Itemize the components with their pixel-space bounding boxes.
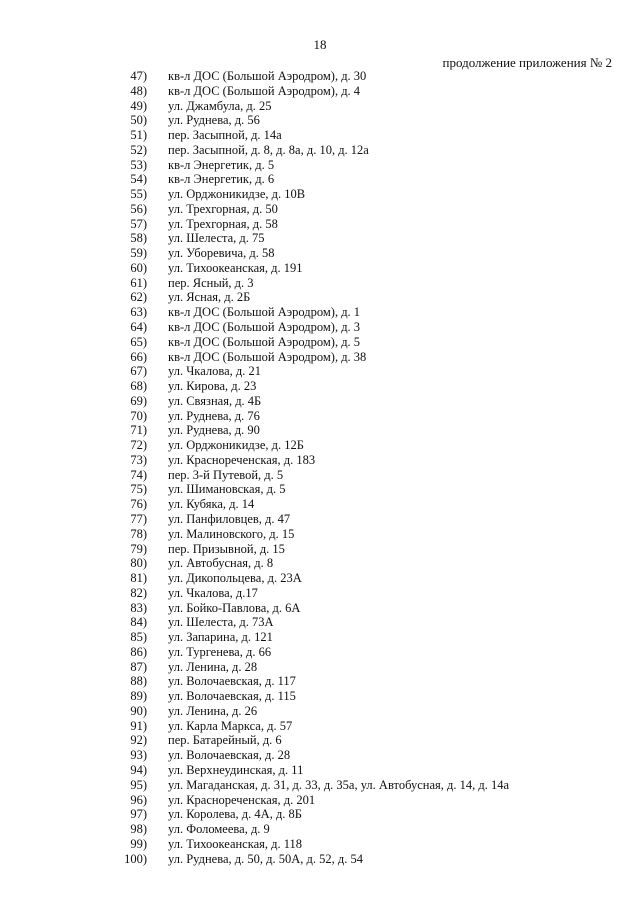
item-address: ул. Кирова, д. 23 [168,379,257,394]
item-address: ул. Малиновского, д. 15 [168,526,295,541]
item-address: ул. Тихоокеанская, д. 191 [168,260,303,275]
item-address: кв-л ДОС (Большой Аэродром), д. 4 [168,83,361,98]
item-address: ул. Дикопольцева, д. 23А [168,571,302,586]
list-item [0,394,640,409]
item-address: ул. Магаданская, д. 31, д. 33, д. 35а, ул. Автобусная, д. 14, д. 14а [168,777,510,792]
item-address: пер. Засыпной, д. 8, д. 8а, д. 10, д. 12а [168,142,369,157]
item-number: 56) [130,201,147,216]
item-number: 49) [130,98,147,113]
item-address: ул. Шелеста, д. 73А [168,615,274,630]
item-number: 72) [130,438,147,453]
item-number: 57) [130,216,147,231]
item-address: ул. Орджоникидзе, д. 12Б [168,438,304,453]
list-item [0,438,640,453]
list-item [0,601,640,616]
list-item [0,202,640,217]
list-item [0,674,640,689]
item-number: 98) [130,822,147,837]
list-item [0,305,640,320]
item-address: ул. Ленина, д. 26 [168,703,258,718]
list-item [0,571,640,586]
item-address: ул. Руднева, д. 50, д. 50А, д. 52, д. 54 [168,851,363,866]
item-address: ул. Чкалова, д.17 [168,585,258,600]
list-item [0,660,640,675]
list-item [0,99,640,114]
item-address: ул. Королева, д. 4А, д. 8Б [168,807,302,822]
list-item [0,778,640,793]
item-number: 54) [130,172,147,187]
item-number: 76) [130,497,147,512]
item-number: 92) [130,733,147,748]
item-address: ул. Волочаевская, д. 117 [168,674,296,689]
item-number: 77) [130,511,147,526]
item-address: кв-л ДОС (Большой Аэродром), д. 1 [168,305,361,320]
item-number: 88) [130,674,147,689]
item-number: 70) [130,408,147,423]
item-number: 55) [130,187,147,202]
item-number: 91) [130,718,147,733]
list-item [0,423,640,438]
list-item [0,290,640,305]
item-address: ул. Руднева, д. 56 [168,113,260,128]
item-address: кв-л ДОС (Большой Аэродром), д. 30 [168,69,367,83]
list-item [0,468,640,483]
item-address: ул. Трехгорная, д. 50 [168,201,278,216]
item-address: ул. Краснореченская, д. 183 [168,452,316,467]
list-item [0,748,640,763]
list-item [0,586,640,601]
item-address: ул. Карла Маркса, д. 57 [168,718,293,733]
item-number: 63) [130,305,147,320]
list-item [0,350,640,365]
item-address: кв-л ДОС (Большой Аэродром), д. 38 [168,349,367,364]
list-item [0,364,640,379]
item-address: ул. Руднева, д. 90 [168,423,260,438]
list-item [0,482,640,497]
item-address: ул. Автобусная, д. 8 [168,556,274,571]
item-address: ул. Волочаевская, д. 115 [168,689,296,704]
item-number: 61) [130,275,147,290]
item-number: 65) [130,334,147,349]
list-item [0,276,640,291]
item-address: ул. Шелеста, д. 75 [168,231,265,246]
item-number: 81) [130,571,147,586]
item-number: 48) [130,83,147,98]
list-item [0,630,640,645]
item-address: ул. Связная, д. 4Б [168,393,262,408]
item-number: 90) [130,703,147,718]
item-address: ул. Орджоникидзе, д. 10В [168,187,306,202]
item-number: 79) [130,541,147,556]
item-address: ул. Тихоокеанская, д. 118 [168,836,303,851]
item-address: ул. Краснореченская, д. 201 [168,792,316,807]
list-item [0,512,640,527]
list-item [0,187,640,202]
list-item [0,84,640,99]
item-address: ул. Руднева, д. 76 [168,408,260,423]
list-item [0,246,640,261]
list-item [0,542,640,557]
list-item [0,113,640,128]
item-address: пер. Батарейный, д. 6 [168,733,282,748]
list-item [0,719,640,734]
item-number: 67) [130,364,147,379]
list-item [0,261,640,276]
list-item [0,69,640,84]
list-item [0,733,640,748]
item-address: ул. Ясная, д. 2Б [168,290,251,305]
list-item [0,453,640,468]
item-number: 52) [130,142,147,157]
list-item [0,409,640,424]
item-number: 83) [130,600,147,615]
item-address: ул. Фоломеева, д. 9 [168,822,270,837]
list-item [0,158,640,173]
item-number: 64) [130,320,147,335]
list-item [0,527,640,542]
list-item [0,645,640,660]
item-number: 51) [130,128,147,143]
item-number: 73) [130,452,147,467]
item-number: 80) [130,556,147,571]
item-number: 58) [130,231,147,246]
address-list [0,69,640,866]
item-number: 69) [130,393,147,408]
item-address: ул. Тургенева, д. 66 [168,644,272,659]
item-number: 74) [130,467,147,482]
list-item [0,704,640,719]
list-item [0,689,640,704]
item-number: 95) [130,777,147,792]
list-item [0,379,640,394]
list-item [0,556,640,571]
item-address: ул. Волочаевская, д. 28 [168,748,291,763]
item-number: 97) [130,807,147,822]
list-item [0,497,640,512]
item-number: 85) [130,630,147,645]
item-address: кв-л Энергетик, д. 5 [168,157,275,172]
item-address: ул. Уборевича, д. 58 [168,246,275,261]
item-number: 78) [130,526,147,541]
item-address: пер. Засыпной, д. 14а [168,128,282,143]
list-item [0,793,640,808]
item-address: ул. Трехгорная, д. 58 [168,216,278,231]
item-number: 86) [130,644,147,659]
list-item [0,852,640,867]
item-number: 66) [130,349,147,364]
item-number: 47) [130,69,147,83]
item-address: пер. 3-й Путевой, д. 5 [168,467,284,482]
item-address: ул. Панфиловцев, д. 47 [168,511,291,526]
list-item [0,172,640,187]
item-address: ул. Шимановская, д. 5 [168,482,286,497]
item-number: 53) [130,157,147,172]
item-address: ул. Ленина, д. 28 [168,659,258,674]
item-number: 50) [130,113,147,128]
item-address: пер. Призывной, д. 15 [168,541,285,556]
item-number: 94) [130,762,147,777]
list-item [0,615,640,630]
item-number: 82) [130,585,147,600]
item-address: ул. Чкалова, д. 21 [168,364,261,379]
list-item [0,822,640,837]
list-item [0,335,640,350]
item-number: 87) [130,659,147,674]
item-address: ул. Джамбула, д. 25 [168,98,272,113]
appendix-subtitle: продолжение приложения № 2 [442,55,612,70]
item-address: ул. Кубяка, д. 14 [168,497,255,512]
page-number: 18 [313,37,327,52]
item-number: 71) [130,423,147,438]
list-item [0,837,640,852]
item-address: кв-л Энергетик, д. 6 [168,172,275,187]
item-address: кв-л ДОС (Большой Аэродром), д. 3 [168,320,361,335]
list-item [0,807,640,822]
item-number: 100) [124,851,147,866]
list-item [0,128,640,143]
item-number: 93) [130,748,147,763]
item-address: ул. Верхнеудинская, д. 11 [168,762,304,777]
item-number: 68) [130,379,147,394]
item-address: ул. Бойко-Павлова, д. 6А [168,600,301,615]
list-item [0,763,640,778]
list-item [0,320,640,335]
item-address: кв-л ДОС (Большой Аэродром), д. 5 [168,334,361,349]
item-address: ул. Запарина, д. 121 [168,630,273,645]
item-number: 84) [130,615,147,630]
item-number: 75) [130,482,147,497]
item-number: 62) [130,290,147,305]
list-item [0,143,640,158]
item-address: пер. Ясный, д. 3 [168,275,254,290]
list-item [0,231,640,246]
item-number: 96) [130,792,147,807]
item-number: 59) [130,246,147,261]
item-number: 60) [130,260,147,275]
item-number: 99) [130,836,147,851]
list-item [0,217,640,232]
item-number: 89) [130,689,147,704]
